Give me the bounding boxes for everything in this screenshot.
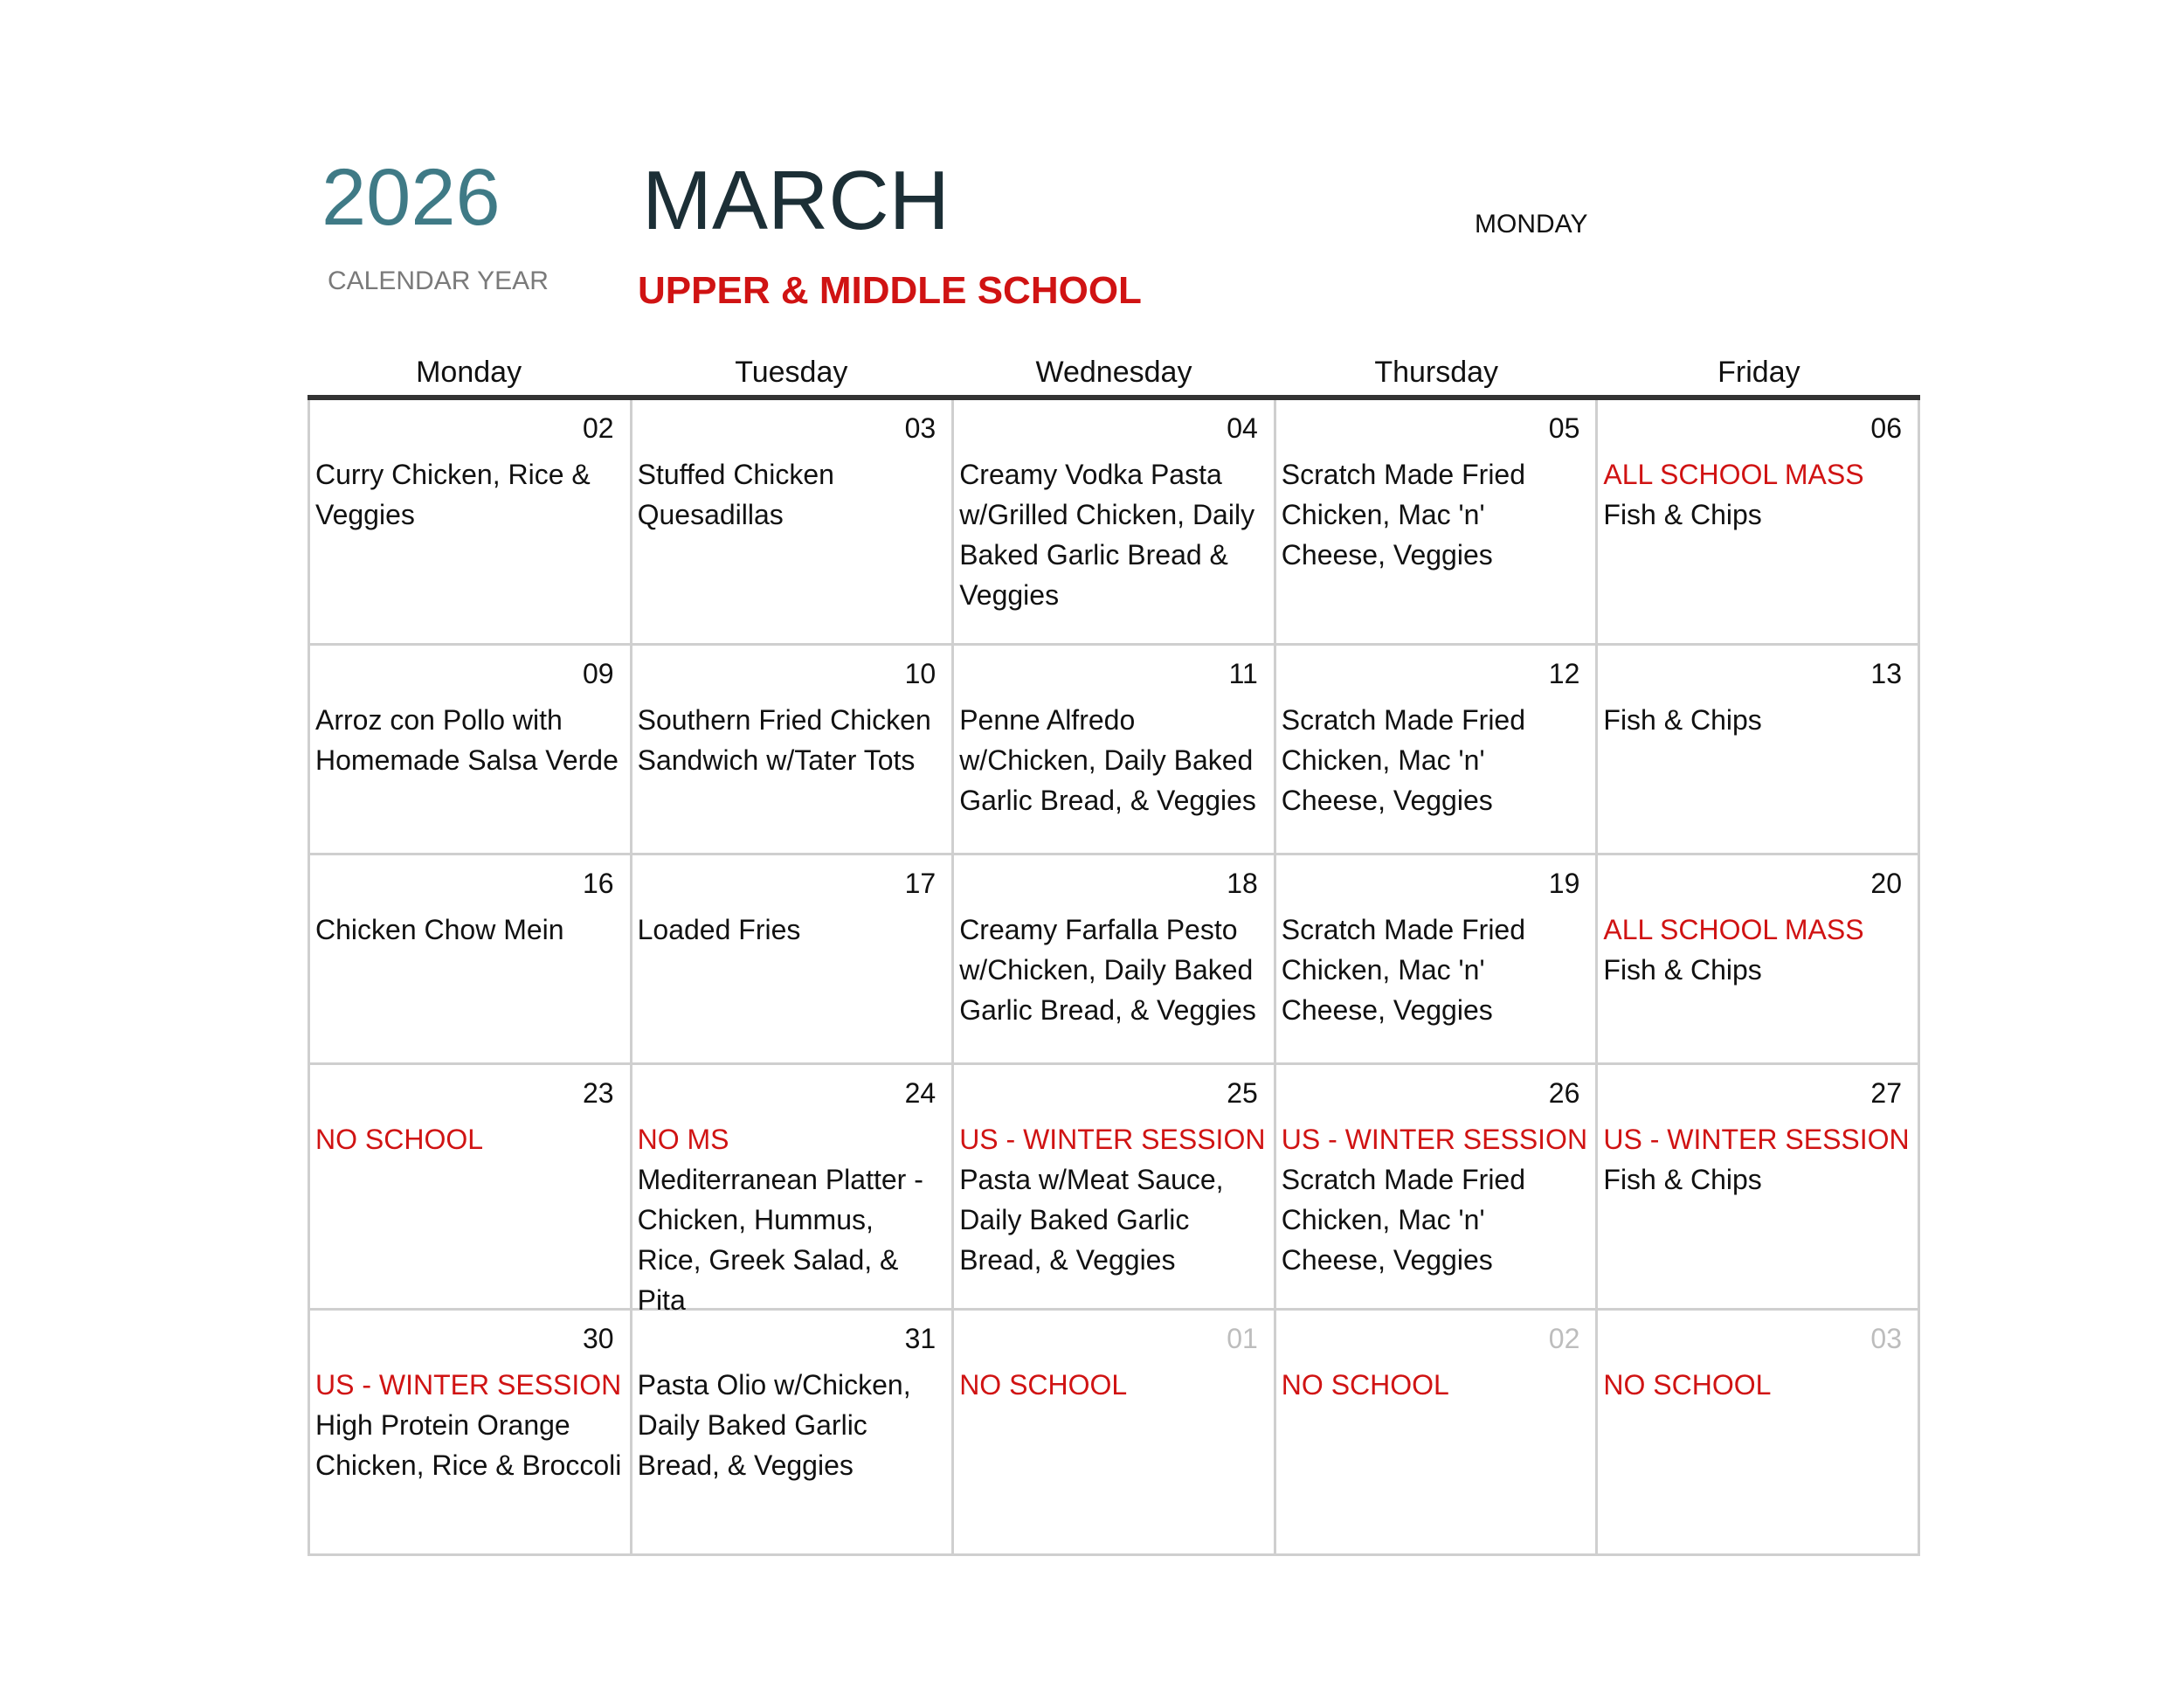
- day-number: 11: [1228, 658, 1258, 689]
- lunch-menu-item: Scratch Made Fried Chicken, Mac 'n' Cheese, Veggies: [1281, 459, 1526, 571]
- day-number: 02: [583, 412, 614, 444]
- calendar-year: 2026: [321, 153, 501, 242]
- lunch-menu-item: Arroz con Pollo with Homemade Salsa Verde: [315, 704, 619, 776]
- weekday-friday: Friday: [1717, 356, 1800, 389]
- calendar-day-cell: [954, 1065, 1276, 1311]
- day-notice: NO SCHOOL: [959, 1369, 1128, 1401]
- day-notice: ALL SCHOOL MASS: [1603, 459, 1864, 490]
- calendar-day-cell: [1598, 1065, 1920, 1311]
- weekday-monday: Monday: [416, 356, 522, 389]
- calendar-day-cell: [632, 855, 955, 1065]
- lunch-menu-item: Fish & Chips: [1603, 704, 1762, 736]
- day-notice: NO SCHOOL: [1603, 1369, 1772, 1401]
- day-number: 24: [904, 1077, 936, 1109]
- calendar-day-cell: [1276, 646, 1599, 855]
- calendar-day-cell: [310, 1065, 632, 1311]
- calendar-day-cell: [310, 400, 632, 646]
- day-number: 03: [1870, 1323, 1902, 1354]
- calendar-day-cell: [310, 1311, 632, 1556]
- lunch-menu-item: Fish & Chips: [1603, 1164, 1762, 1195]
- lunch-menu-item: Southern Fried Chicken Sandwich w/Tater Tots: [637, 704, 931, 776]
- calendar-day-cell: [632, 1311, 955, 1556]
- weekday-header: [308, 349, 1920, 400]
- calendar-day-cell: [310, 855, 632, 1065]
- day-number: 02: [1548, 1323, 1580, 1354]
- calendar-day-cell: [1598, 400, 1920, 646]
- lunch-menu-item: Scratch Made Fried Chicken, Mac 'n' Cheese, Veggies: [1281, 1164, 1526, 1276]
- day-notice: NO SCHOOL: [315, 1124, 484, 1155]
- day-notice: NO SCHOOL: [1281, 1369, 1449, 1401]
- lunch-menu-item: High Protein Orange Chicken, Rice & Broccoli: [315, 1409, 622, 1481]
- calendar-day-cell: [1598, 855, 1920, 1065]
- weekday-tuesday: Tuesday: [735, 356, 848, 389]
- lunch-menu-item: Fish & Chips: [1603, 499, 1762, 530]
- day-number: 12: [1548, 658, 1580, 689]
- lunch-menu-item: Penne Alfredo w/Chicken, Daily Baked Garlic Bread, & Veggies: [959, 704, 1256, 816]
- calendar-day-cell: [632, 1065, 955, 1316]
- day-number: 06: [1870, 412, 1902, 444]
- lunch-menu-item: Curry Chicken, Rice & Veggies: [315, 459, 591, 530]
- calendar-day-cell: [1276, 1311, 1599, 1556]
- day-number: 31: [904, 1323, 936, 1354]
- calendar-day-cell: [632, 646, 955, 855]
- lunch-menu-item: Stuffed Chicken Quesadillas: [637, 459, 834, 530]
- day-number: 09: [583, 658, 614, 689]
- lunch-menu-item: Creamy Farfalla Pesto w/Chicken, Daily Baked Garlic Bread, & Veggies: [959, 914, 1256, 1026]
- day-number: 10: [904, 658, 936, 689]
- calendar-day-cell: [1598, 1311, 1920, 1556]
- day-number: 03: [904, 412, 936, 444]
- calendar-day-cell: [954, 400, 1276, 646]
- calendar-day-cell: [1598, 646, 1920, 855]
- calendar-year-caption: CALENDAR YEAR: [328, 266, 549, 295]
- day-number: 30: [583, 1323, 614, 1354]
- lunch-menu-item: Mediterranean Platter - Chicken, Hummus, Rice, Greek Salad, & Pita: [637, 1164, 923, 1316]
- calendar-grid: [308, 349, 1920, 1556]
- calendar-day-cell: [632, 400, 955, 646]
- lunch-menu-item: Pasta w/Meat Sauce, Daily Baked Garlic Bread, & Veggies: [959, 1164, 1224, 1276]
- day-number: 23: [583, 1077, 614, 1109]
- day-number: 13: [1870, 658, 1902, 689]
- school-subtitle: UPPER & MIDDLE SCHOOL: [638, 269, 1142, 312]
- lunch-menu-item: Chicken Chow Mein: [315, 914, 564, 945]
- day-number: 17: [904, 868, 936, 899]
- day-number: 04: [1227, 412, 1258, 444]
- week-start-label: MONDAY: [1475, 210, 1588, 239]
- day-notice: US - WINTER SESSION: [1281, 1124, 1588, 1155]
- calendar-day-cell: [1276, 400, 1599, 646]
- day-notice: US - WINTER SESSION: [1603, 1124, 1910, 1155]
- lunch-menu-item: Pasta Olio w/Chicken, Daily Baked Garlic Bread, & Veggies: [637, 1369, 911, 1481]
- weekday-thursday: Thursday: [1374, 356, 1499, 389]
- lunch-menu-item: Scratch Made Fried Chicken, Mac 'n' Cheese, Veggies: [1281, 914, 1526, 1026]
- weekday-wednesday: Wednesday: [1035, 356, 1192, 389]
- lunch-menu-item: Fish & Chips: [1603, 954, 1762, 986]
- calendar-days: [308, 400, 1920, 1556]
- day-notice: US - WINTER SESSION: [959, 1124, 1266, 1155]
- day-number: 01: [1227, 1323, 1258, 1354]
- day-number: 27: [1870, 1077, 1902, 1109]
- day-number: 18: [1227, 868, 1258, 899]
- calendar-day-cell: [1276, 1065, 1599, 1311]
- month-title: MARCH: [642, 154, 950, 247]
- day-notice: NO MS: [637, 1124, 729, 1155]
- day-notice: ALL SCHOOL MASS: [1603, 914, 1864, 945]
- lunch-menu-item: Creamy Vodka Pasta w/Grilled Chicken, Daily Baked Garlic Bread & Veggies: [959, 459, 1255, 611]
- day-number: 26: [1548, 1077, 1580, 1109]
- lunch-menu-item: Scratch Made Fried Chicken, Mac 'n' Cheese, Veggies: [1281, 704, 1526, 816]
- calendar-day-cell: [1276, 855, 1599, 1065]
- calendar-day-cell: [310, 646, 632, 855]
- lunch-menu-item: Loaded Fries: [637, 914, 801, 945]
- day-number: 05: [1548, 412, 1580, 444]
- day-number: 20: [1870, 868, 1902, 899]
- day-number: 16: [583, 868, 614, 899]
- day-number: 19: [1548, 868, 1580, 899]
- day-number: 25: [1227, 1077, 1258, 1109]
- day-notice: US - WINTER SESSION: [315, 1369, 622, 1401]
- calendar-day-cell: [954, 1311, 1276, 1556]
- calendar-day-cell: [954, 646, 1276, 855]
- calendar-day-cell: [954, 855, 1276, 1065]
